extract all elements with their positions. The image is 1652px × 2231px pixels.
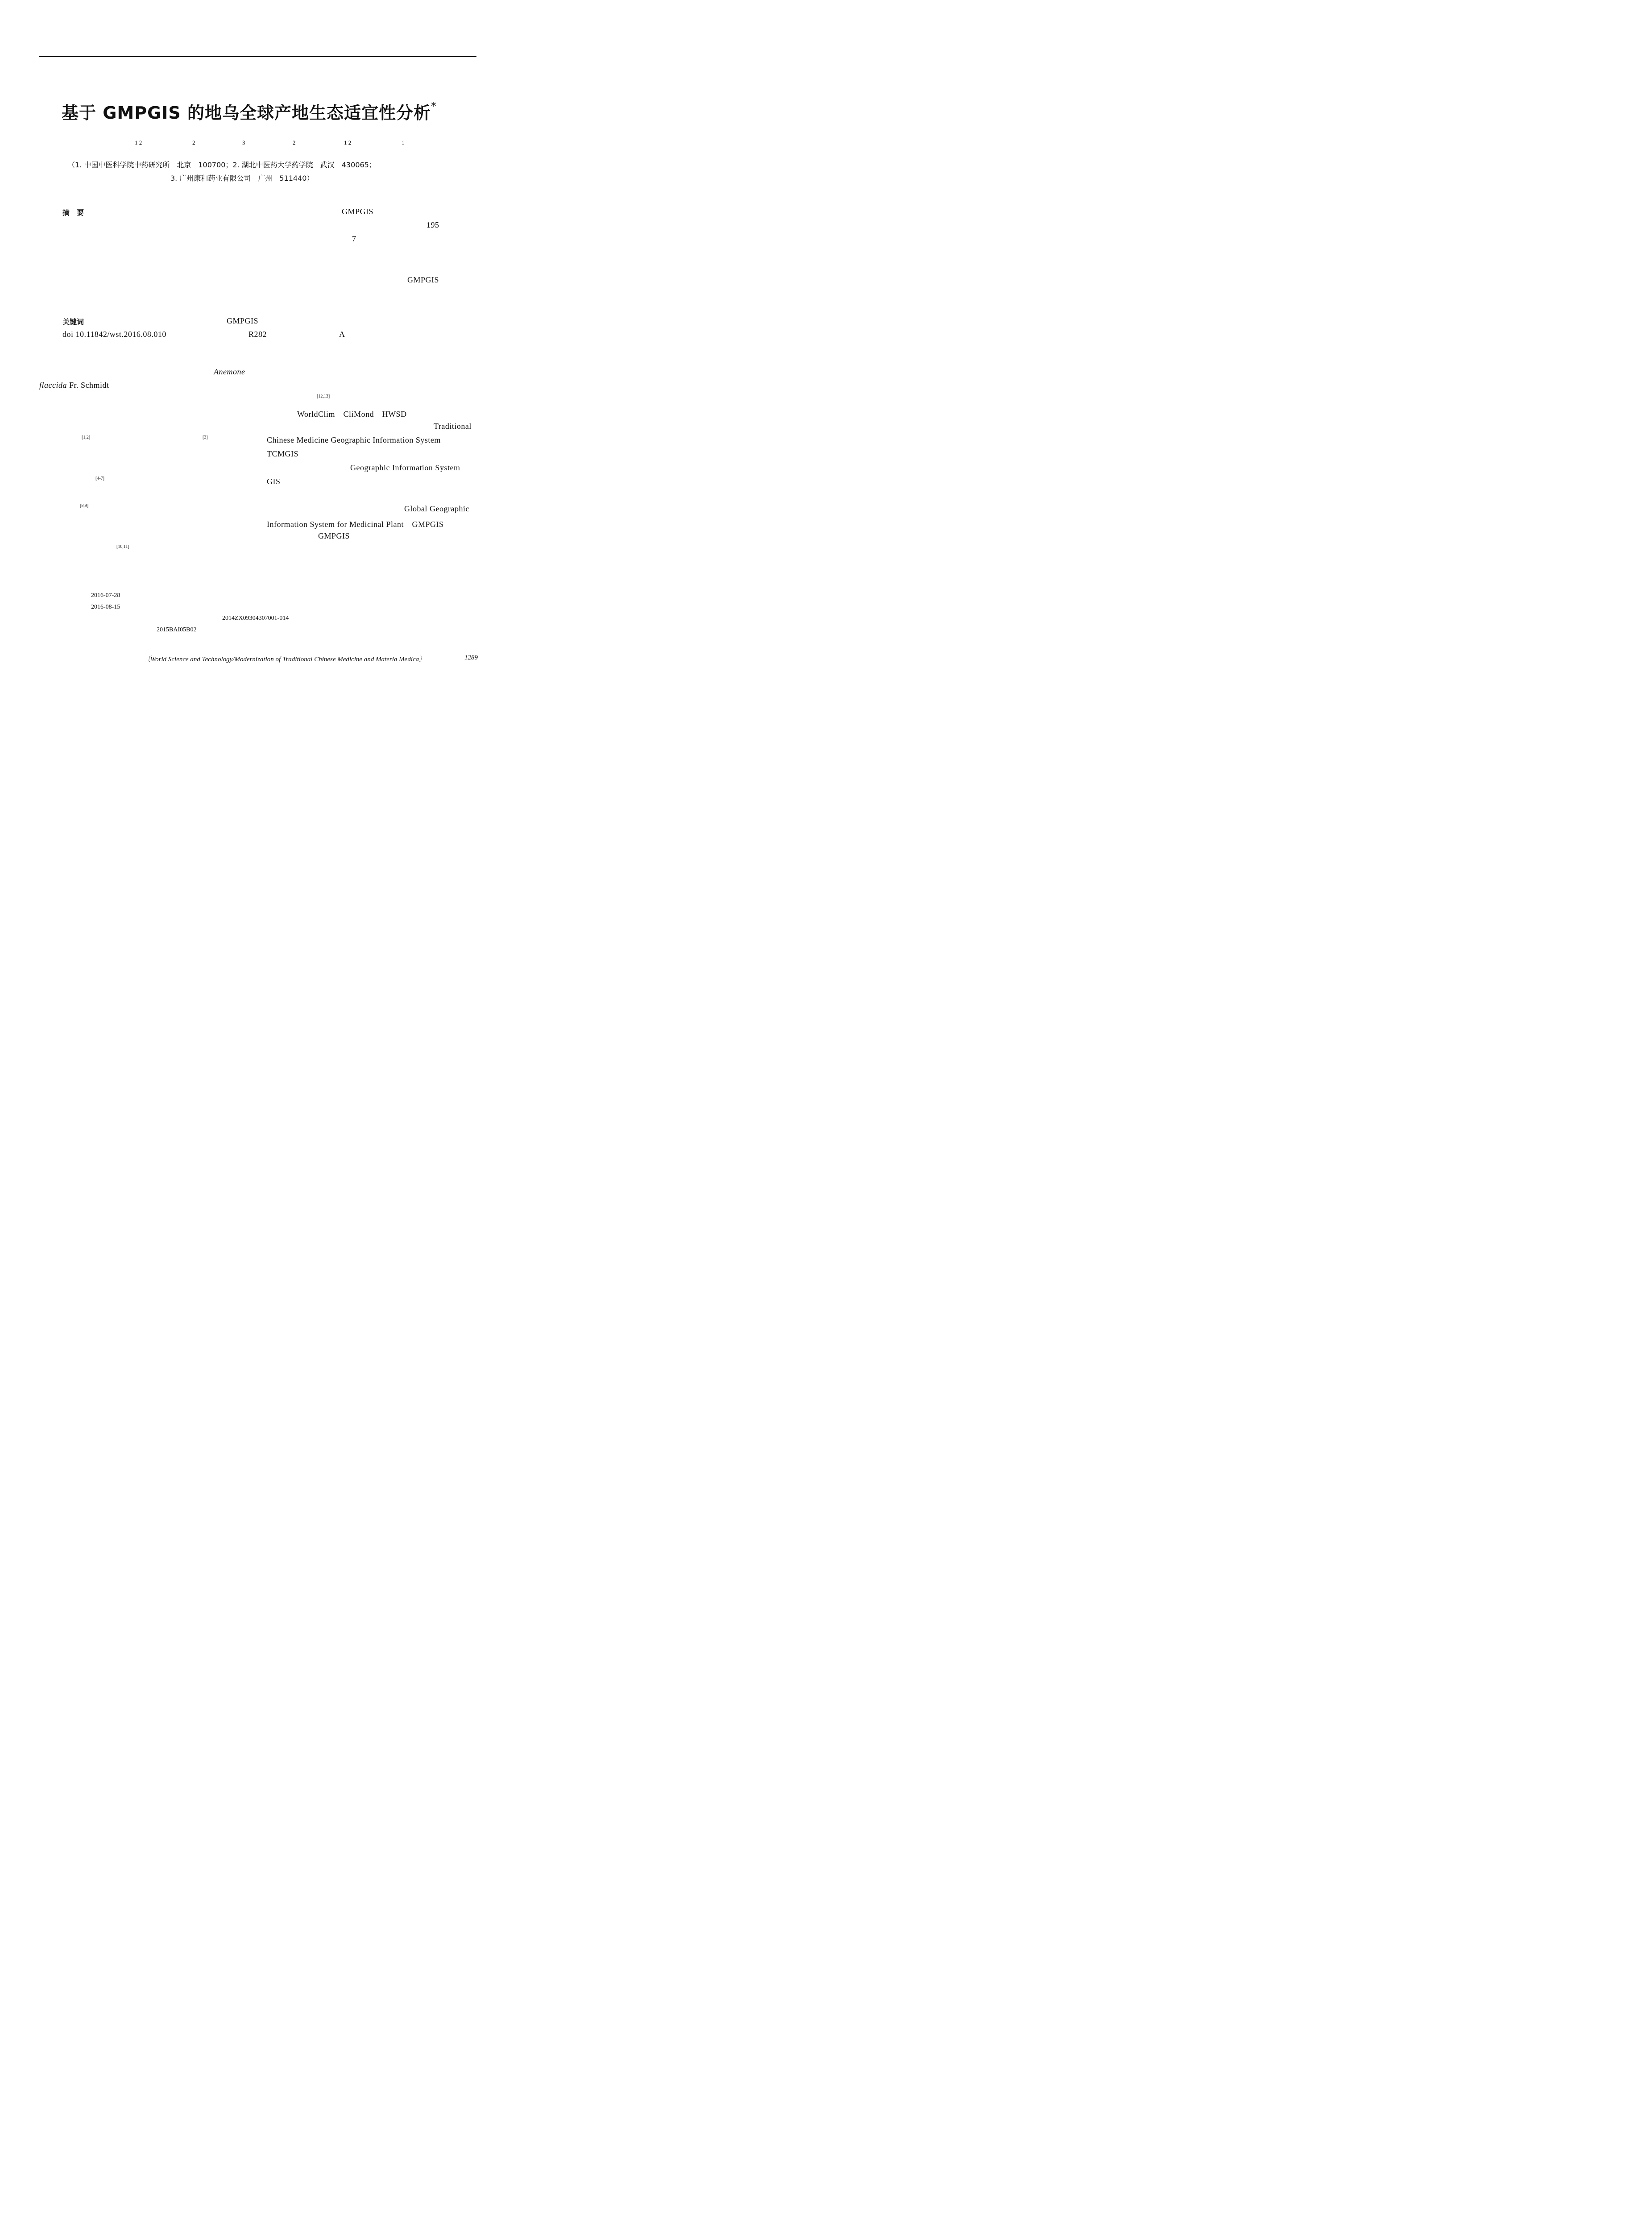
ref-12-13: [12,13]: [317, 394, 330, 399]
affiliation-line-2: 3. 广州康和药业有限公司 广州 511440）: [170, 174, 314, 182]
ref-8-9: [8,9]: [80, 503, 89, 508]
abstract-gmpgis-2: GMPGIS: [407, 275, 439, 284]
grant-number-2: 2015BAI05B02: [157, 626, 197, 633]
header-rule: [39, 56, 476, 57]
tcmgis-acronym: TCMGIS: [267, 449, 299, 458]
classification-code: R282: [248, 330, 267, 339]
ref-1-2: [1,2]: [82, 435, 91, 440]
gis-acronym: GIS: [267, 477, 281, 486]
species-line: [39, 381, 109, 390]
author-mark-1: 1 2: [135, 139, 142, 146]
datasets-line: WorldClim CliMond HWSD: [297, 410, 407, 419]
affiliation-line-1: （1. 中国中医科学院中药研究所 北京 100700；2. 湖北中医药大学药学院 武汉 430065；: [68, 161, 376, 169]
author-mark-3: 3: [242, 139, 245, 146]
grant-number-1: 2014ZX09304307001-014: [222, 615, 289, 622]
title-text: 基于 GMPGIS 的地乌全球产地生态适宜性分析: [62, 103, 431, 123]
author-mark-5: 1 2: [344, 139, 352, 146]
abstract-label: 摘 要: [62, 208, 84, 217]
author-mark-4: 2: [293, 139, 296, 146]
abstract-gmpgis-1: GMPGIS: [342, 207, 374, 216]
gis-full-name: Geographic Information System: [350, 463, 460, 472]
title-footnote-mark: *: [431, 100, 437, 113]
keyword-gmpgis: GMPGIS: [227, 316, 259, 325]
received-date: 2016-07-28: [91, 592, 120, 599]
doi-text: doi 10.11842/wst.2016.08.010: [62, 330, 166, 339]
abstract-number-195: 195: [426, 220, 439, 229]
global-geographic: Global Geographic: [404, 504, 469, 513]
keywords-label: 关键词: [62, 318, 84, 326]
ref-4-7: [4-7]: [95, 476, 104, 481]
author-mark-6: 1: [402, 139, 405, 146]
journal-running-footer: 〔World Science and Technology/Modernization of Traditional Chinese Medicine and Materia Medica〕: [144, 656, 426, 663]
species-authority: Fr. Schmidt: [69, 381, 109, 390]
ref-3: [3]: [203, 435, 208, 440]
genus-name: Anemone: [214, 367, 245, 376]
document-code: A: [339, 330, 345, 339]
revised-date: 2016-08-15: [91, 604, 120, 610]
author-mark-2: 2: [192, 139, 195, 146]
abstract-number-7: 7: [352, 234, 356, 243]
gmpgis-mention: GMPGIS: [318, 531, 350, 540]
page-number: 1289: [464, 654, 478, 661]
page-title: [62, 99, 437, 124]
traditional-word: Traditional: [434, 422, 472, 431]
ref-10-11: [10,11]: [116, 544, 129, 549]
tcmgis-full-name: Chinese Medicine Geographic Information System: [267, 435, 441, 444]
gmpgis-full-name: Information System for Medicinal Plant GMPGIS: [267, 520, 444, 529]
species-epithet: flaccida: [39, 381, 67, 390]
